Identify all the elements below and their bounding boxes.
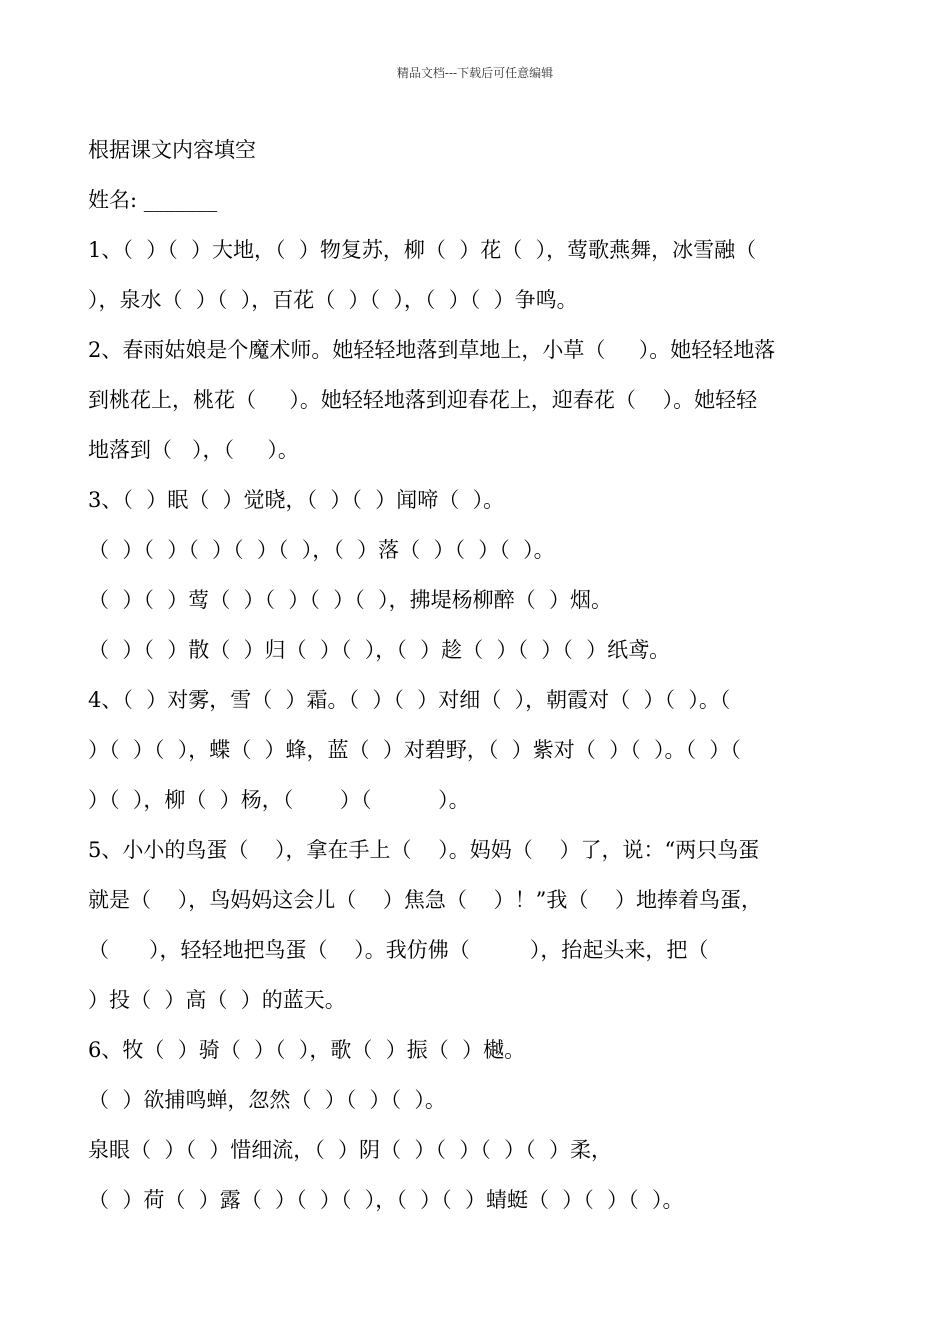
question-2-line-3: 地落到（ ），（ ）。 <box>88 438 299 462</box>
question-6-line-3: 泉眼（ ）（ ）惜细流，（ ）阴（ ）（ ）（ ）（ ）柔， <box>88 1138 612 1162</box>
page-header: 精品文档---下载后可任意编辑 <box>396 66 554 80</box>
question-5-line-3: （ ），轻轻地把鸟蛋（ ）。我仿佛（ ），抬起头来，把（ <box>88 938 709 962</box>
question-1-line-2: ），泉水（ ）（ ），百花（ ）（ ），（ ）（ ）争鸣。 <box>88 288 578 312</box>
question-5-line-2: 就是（ ），鸟妈妈这会儿（ ）焦急（ ）！”我（ ）地捧着鸟蛋， <box>88 888 763 912</box>
question-2-line-2: 到桃花上，桃花（ ）。她轻轻地落到迎春花上，迎春花（ ）。她轻轻 <box>88 388 758 412</box>
worksheet-title: 根据课文内容填空 <box>88 138 256 162</box>
question-3-line-2: （ ）（ ）（ ）（ ）（ ），（ ）落（ ）（ ）（ ）。 <box>88 538 555 562</box>
question-1-line-1: 1、（ ）（ ）大地，（ ）物复苏，柳（ ）花（ ），莺歌燕舞，冰雪融（ <box>88 238 757 262</box>
question-3-line-4: （ ）（ ）散（ ）归（ ）（ ），（ ）趁（ ）（ ）（ ）纸鸢。 <box>88 638 671 662</box>
question-4-line-3: ）（ ），柳（ ）杨，（ ）（ ）。 <box>88 788 470 812</box>
question-5-line-4: ）投（ ）高（ ）的蓝天。 <box>88 988 346 1012</box>
question-5-line-1: 5、小小的鸟蛋（ ），拿在手上（ ）。妈妈（ ）了，说：“两只鸟蛋 <box>88 838 760 862</box>
question-3-line-1: 3、（ ）眠（ ）觉晓，（ ）（ ）闻啼（ ）。 <box>88 488 505 512</box>
question-6-line-1: 6、牧（ ）骑（ ）（ ），歌（ ）振（ ）樾。 <box>88 1038 526 1062</box>
question-6-line-4: （ ）荷（ ）露（ ）（ ）（ ），（ ）（ ）蜻蜓（ ）（ ）（ ）。 <box>88 1188 684 1212</box>
question-6-line-2: （ ）欲捕鸣蝉，忽然（ ）（ ）（ ）。 <box>88 1088 446 1112</box>
question-2-line-1: 2、春雨姑娘是个魔术师。她轻轻地落到草地上，小草（ ）。她轻轻地落 <box>88 338 776 362</box>
question-4-line-1: 4、（ ）对雾，雪（ ）霜。（ ）（ ）对细（ ），朝霞对（ ）（ ）。（ <box>88 688 731 712</box>
question-4-line-2: ）（ ）（ ），蝶（ ）蜂，蓝（ ）对碧野，（ ）紫对（ ）（ ）。（ ）（ <box>88 738 741 762</box>
question-3-line-3: （ ）（ ）莺（ ）（ ）（ ）（ ），拂堤杨柳醉（ ）烟。 <box>88 588 612 612</box>
name-field-line: 姓名: _______ <box>88 188 218 212</box>
